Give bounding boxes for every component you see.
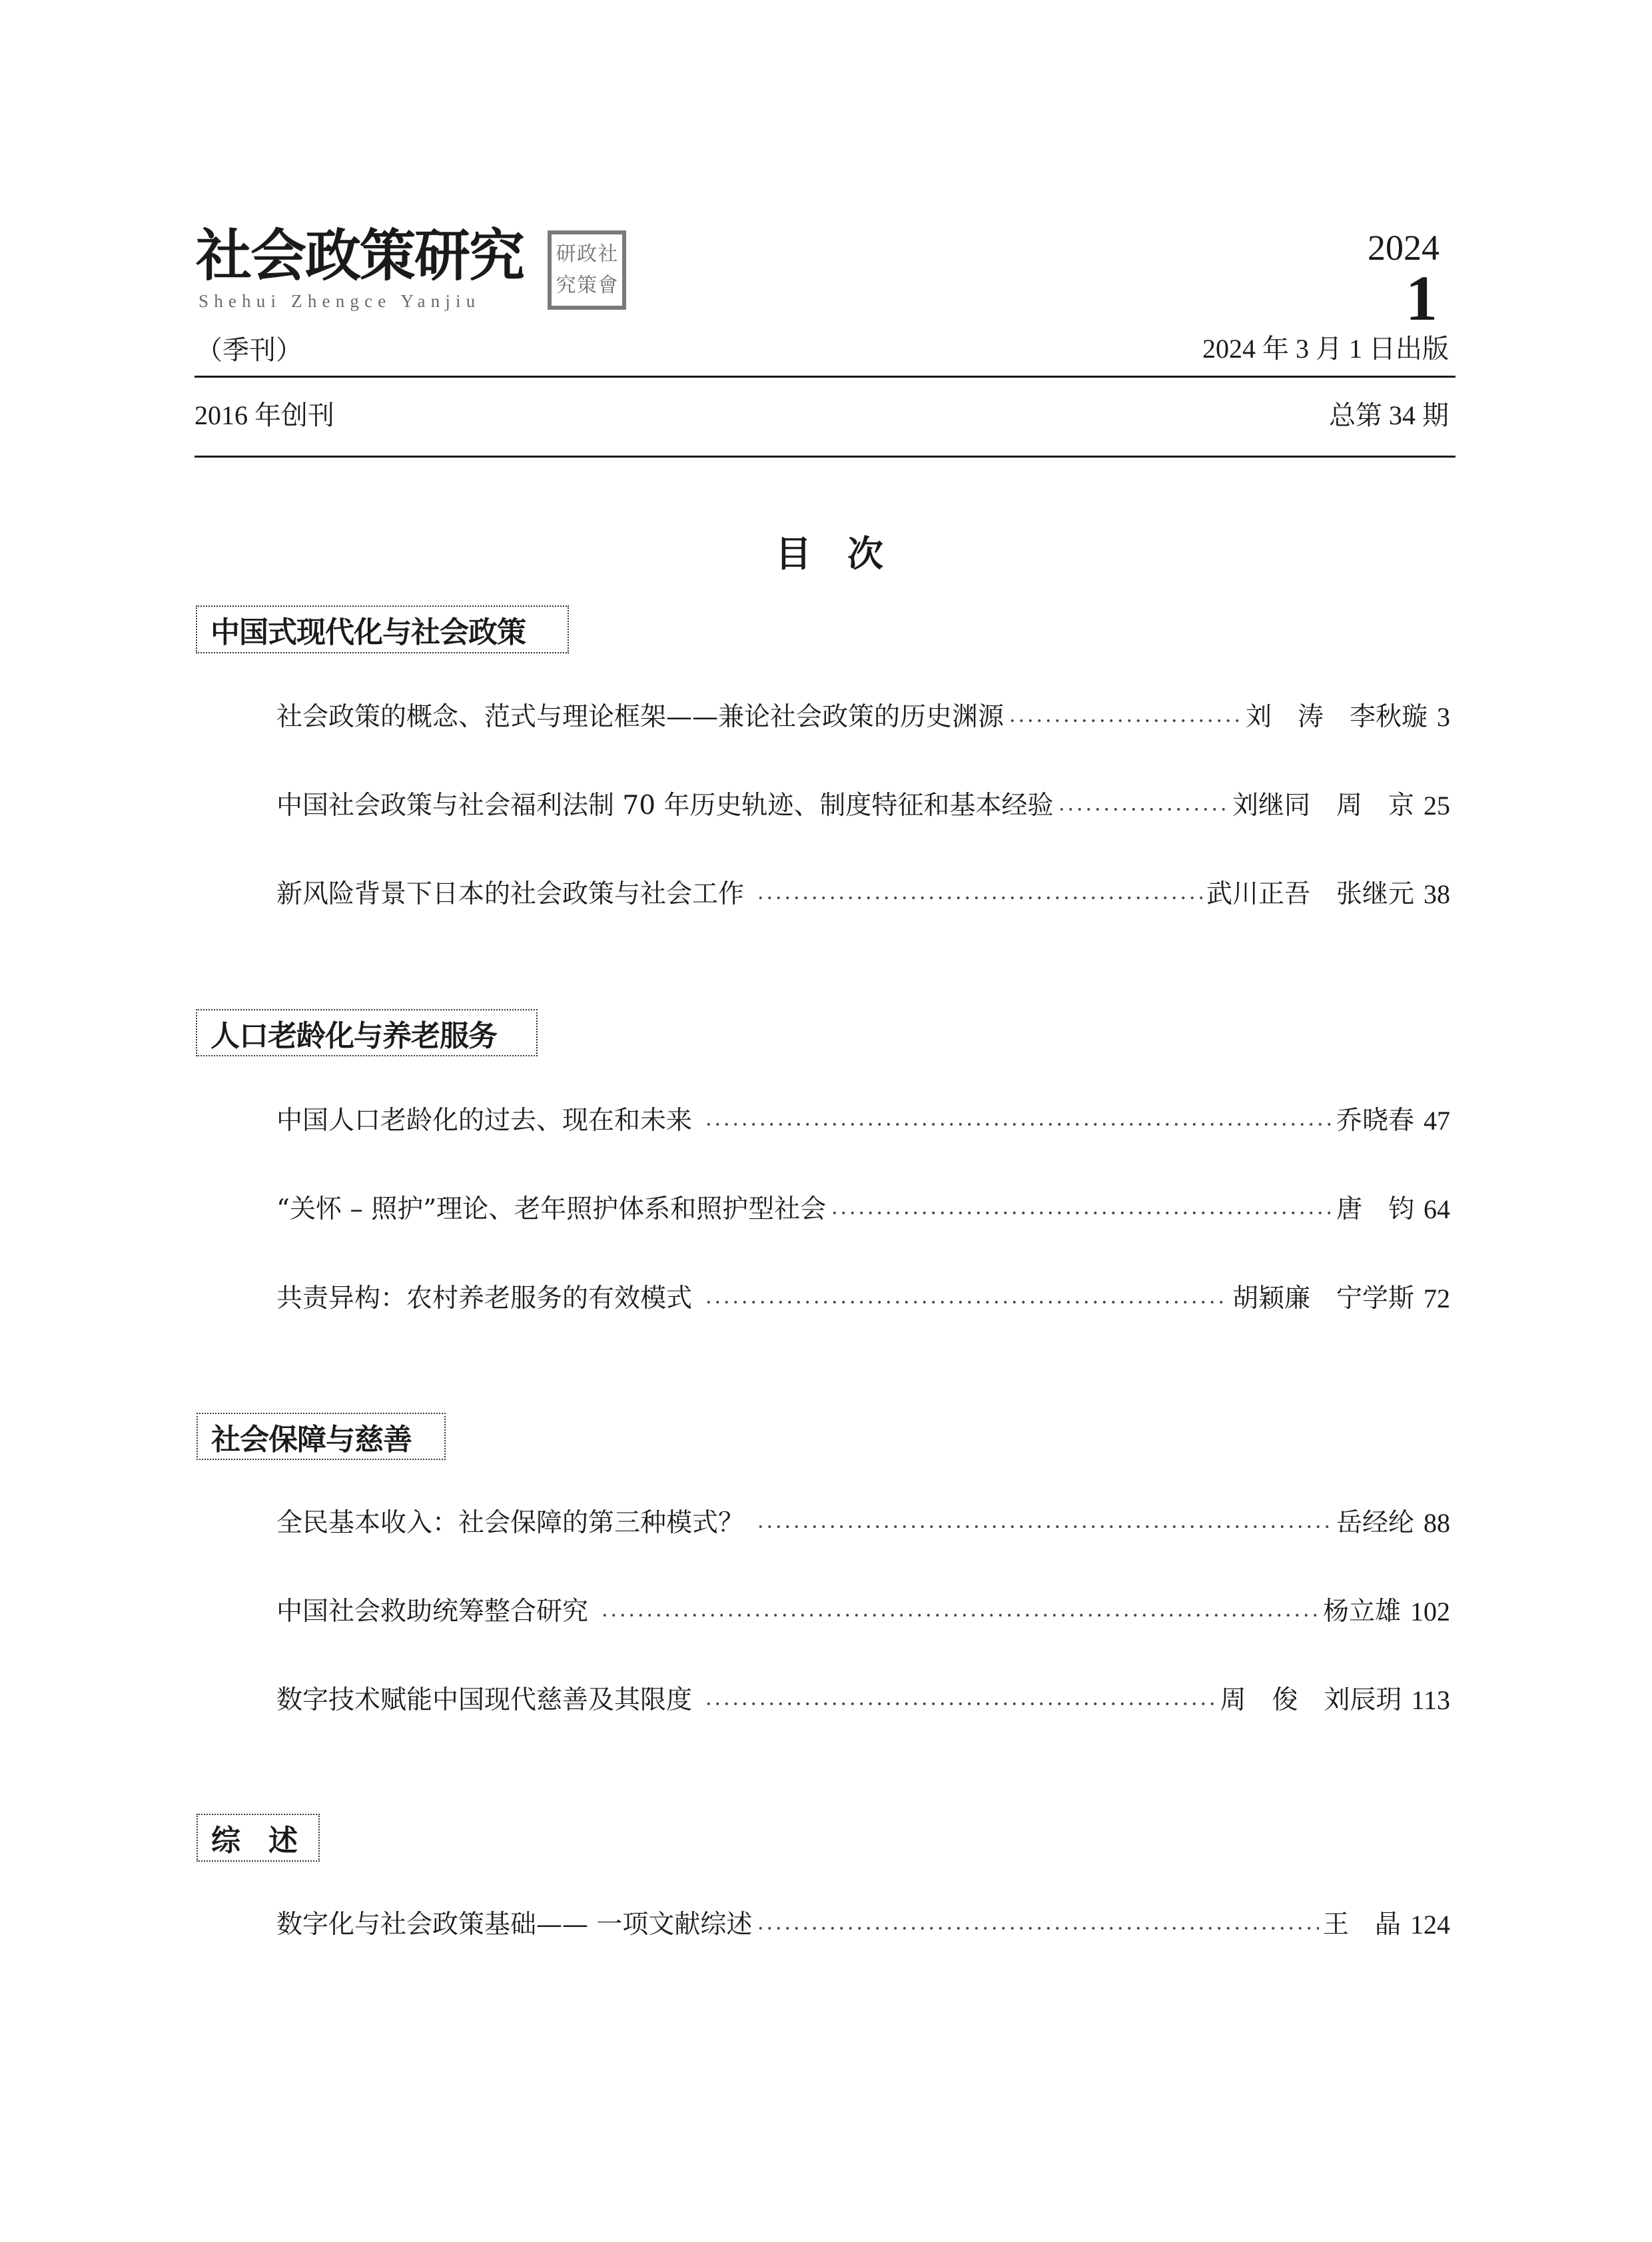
entry-title[interactable]: 全民基本收入：社会保障的第三种模式？	[276, 1508, 753, 1538]
leader-dots	[1057, 807, 1228, 812]
issue-number: 1	[1406, 262, 1438, 334]
leader-dots	[830, 1210, 1332, 1216]
toc-entry[interactable]	[276, 1104, 1450, 1138]
entry-title[interactable]: 新风险背景下日本的社会政策与社会工作	[276, 879, 753, 909]
entry-title[interactable]: 共责异构：农村养老服务的有效模式	[276, 1284, 701, 1313]
founded-year: 2016 年创刊	[195, 400, 334, 430]
entry-title[interactable]: 中国社会政策与社会福利法制 70 年历史轨迹、制度特征和基本经验	[276, 791, 1054, 821]
toc-entry[interactable]	[276, 1908, 1450, 1942]
toc-entry[interactable]	[276, 700, 1450, 735]
toc-entry[interactable]	[276, 1595, 1450, 1629]
header-rule-top	[195, 376, 1455, 378]
entry-authors: 刘继同 周 京	[1232, 791, 1414, 821]
toc-entry[interactable]	[276, 1683, 1450, 1718]
entry-authors: 武川正吾 张继元	[1206, 879, 1414, 909]
publication-frequency: （季刊）	[196, 335, 302, 366]
entry-authors: 刘 涛 李秋璇	[1245, 702, 1428, 732]
entry-page: 113	[1411, 1685, 1450, 1715]
leader-dots	[704, 1300, 1228, 1305]
entry-authors: 乔晓春	[1336, 1106, 1414, 1136]
journal-title-pinyin: Shehui Zhengce Yanjiu	[199, 291, 481, 311]
toc-entry[interactable]	[276, 1506, 1450, 1541]
journal-title: 社会政策研究	[196, 222, 524, 288]
leader-dots	[600, 1613, 1319, 1618]
seal-char: 社	[598, 242, 618, 266]
leader-dots	[1008, 718, 1242, 723]
leader-dots	[704, 1701, 1216, 1706]
seal-char: 究	[556, 274, 576, 298]
entry-page: 124	[1410, 1910, 1450, 1940]
entry-page: 3	[1437, 702, 1450, 732]
toc-title: 目 次	[775, 532, 883, 575]
entry-title[interactable]: 社会政策的概念、范式与理论框架——兼论社会政策的历史渊源	[276, 702, 1005, 732]
entry-authors: 唐 钧	[1336, 1194, 1414, 1224]
seal-char: 政	[577, 242, 598, 266]
section-heading: 人口老龄化与养老服务	[196, 1009, 538, 1056]
issue-year: 2024	[1368, 228, 1440, 268]
toc-entry[interactable]	[276, 789, 1450, 823]
toc-entry[interactable]	[276, 1282, 1450, 1316]
journal-seal-logo	[548, 230, 626, 310]
publish-date: 2024 年 3 月 1 日出版	[1202, 334, 1449, 364]
section-heading: 综 述	[197, 1814, 320, 1862]
entry-authors: 周 俊 刘辰玥	[1220, 1685, 1402, 1715]
entry-page: 64	[1424, 1194, 1450, 1224]
leader-dots	[704, 1122, 1332, 1127]
entry-authors: 杨立雄	[1322, 1597, 1401, 1627]
entry-authors: 胡颖廉 宁学斯	[1232, 1284, 1414, 1313]
seal-char: 會	[598, 274, 618, 298]
leader-dots	[756, 895, 1202, 901]
entry-authors: 王 晶	[1322, 1910, 1401, 1940]
entry-page: 25	[1424, 791, 1450, 821]
entry-page: 102	[1410, 1597, 1450, 1627]
entry-page: 47	[1424, 1106, 1450, 1136]
section-heading: 社会保障与慈善	[197, 1413, 446, 1460]
entry-title[interactable]: 中国人口老龄化的过去、现在和未来	[276, 1106, 701, 1136]
entry-page: 72	[1424, 1284, 1450, 1313]
leader-dots	[756, 1926, 1319, 1931]
seal-char: 研	[556, 242, 576, 266]
entry-authors: 岳经纶	[1336, 1508, 1414, 1538]
header-rule-bottom	[195, 456, 1455, 458]
entry-title[interactable]: “关怀 – 照护”理论、老年照护体系和照护型社会	[276, 1194, 827, 1224]
toc-entry[interactable]	[276, 1192, 1450, 1227]
entry-title[interactable]: 数字化与社会政策基础—— 一项文献综述	[276, 1910, 753, 1940]
entry-title[interactable]: 数字技术赋能中国现代慈善及其限度	[276, 1685, 701, 1715]
toc-entry[interactable]	[276, 877, 1450, 912]
section-heading: 中国式现代化与社会政策	[196, 605, 569, 653]
entry-page: 38	[1424, 879, 1450, 909]
total-issue-number: 总第 34 期	[1329, 400, 1449, 430]
entry-page: 88	[1424, 1508, 1450, 1538]
entry-title[interactable]: 中国社会救助统筹整合研究	[276, 1597, 597, 1627]
leader-dots	[756, 1524, 1332, 1529]
seal-char: 策	[577, 274, 598, 298]
